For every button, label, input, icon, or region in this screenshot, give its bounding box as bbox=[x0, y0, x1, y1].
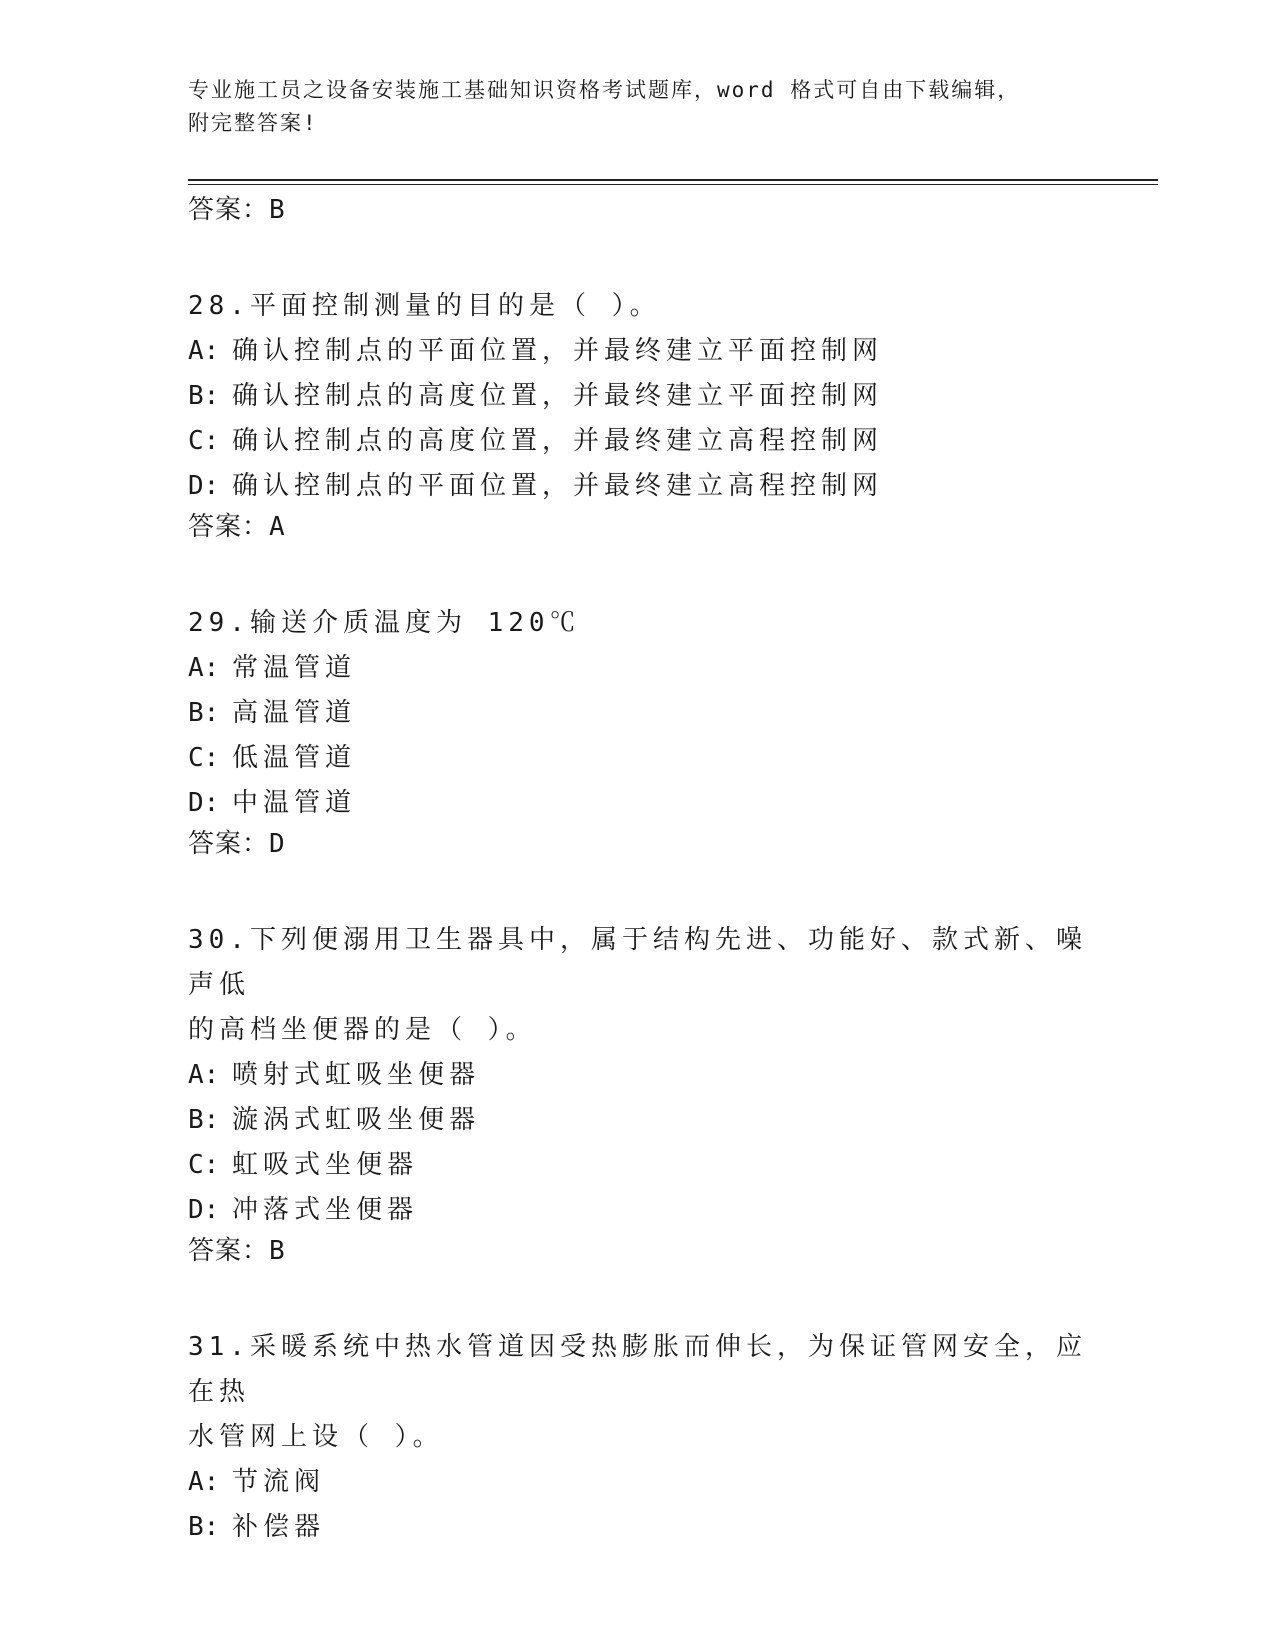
option-key: C: bbox=[188, 426, 220, 456]
question-stem-line: 水管网上设（ ）。 bbox=[188, 1422, 444, 1452]
option-text: 节流阀 bbox=[232, 1467, 326, 1497]
option-d bbox=[188, 1188, 1088, 1233]
document-header bbox=[188, 74, 1068, 140]
option-b bbox=[188, 691, 1088, 736]
question-stem-line: 的高档坐便器的是（ ）。 bbox=[188, 1015, 537, 1045]
option-text: 冲落式坐便器 bbox=[232, 1195, 419, 1225]
option-a bbox=[188, 1053, 1088, 1098]
option-key: C: bbox=[188, 1150, 220, 1180]
option-b bbox=[188, 374, 1088, 419]
question-stem bbox=[188, 601, 1088, 646]
option-key: B: bbox=[188, 1105, 220, 1135]
question-stem bbox=[188, 918, 1088, 1053]
option-d bbox=[188, 781, 1088, 826]
option-key: D: bbox=[188, 788, 220, 818]
option-key: A: bbox=[188, 1060, 220, 1090]
option-text: 补偿器 bbox=[232, 1512, 326, 1542]
option-text: 确认控制点的平面位置，并最终建立高程控制网 bbox=[232, 471, 884, 501]
option-key: A: bbox=[188, 653, 220, 683]
option-key: A: bbox=[188, 1467, 220, 1497]
answer-line: 答案：D bbox=[188, 829, 286, 859]
answer-line: 答案：B bbox=[188, 195, 286, 225]
option-a bbox=[188, 646, 1088, 691]
option-c bbox=[188, 736, 1088, 781]
option-text: 虹吸式坐便器 bbox=[232, 1150, 419, 1180]
header-line-2: 附完整答案! bbox=[188, 111, 318, 135]
option-text: 确认控制点的高度位置，并最终建立高程控制网 bbox=[232, 426, 884, 456]
option-key: B: bbox=[188, 698, 220, 728]
option-c bbox=[188, 419, 1088, 464]
answer-line: 答案：A bbox=[188, 512, 286, 542]
question-list bbox=[188, 192, 1088, 1550]
option-c bbox=[188, 1143, 1088, 1188]
option-text: 漩涡式虹吸坐便器 bbox=[232, 1105, 481, 1135]
option-text: 确认控制点的平面位置，并最终建立平面控制网 bbox=[232, 336, 884, 366]
answer-line: 答案：B bbox=[188, 1236, 286, 1266]
option-key: B: bbox=[188, 1512, 220, 1542]
question-stem-line: 29.输送介质温度为 120℃ bbox=[188, 608, 581, 638]
option-a bbox=[188, 1460, 1088, 1505]
option-b bbox=[188, 1505, 1088, 1550]
question-stem-line: 28.平面控制测量的目的是（ ）。 bbox=[188, 291, 661, 321]
option-text: 喷射式虹吸坐便器 bbox=[232, 1060, 481, 1090]
option-a bbox=[188, 329, 1088, 374]
header-line-1: 专业施工员之设备安装施工基础知识资格考试题库，word 格式可自由下载编辑， bbox=[188, 78, 1021, 102]
option-key: D: bbox=[188, 471, 220, 501]
option-key: D: bbox=[188, 1195, 220, 1225]
option-text: 高温管道 bbox=[232, 698, 357, 728]
option-text: 中温管道 bbox=[232, 788, 357, 818]
option-text: 低温管道 bbox=[232, 743, 357, 773]
header-divider bbox=[188, 179, 1158, 181]
option-text: 确认控制点的高度位置，并最终建立平面控制网 bbox=[232, 381, 884, 411]
option-d bbox=[188, 464, 1088, 509]
question-stem-line: 30.下列便溺用卫生器具中，属于结构先进、功能好、款式新、噪声低 bbox=[188, 925, 1087, 1000]
question-stem bbox=[188, 284, 1088, 329]
header-divider-thin bbox=[188, 184, 1158, 185]
option-key: B: bbox=[188, 381, 220, 411]
question-stem bbox=[188, 1325, 1088, 1460]
option-key: A: bbox=[188, 336, 220, 366]
option-key: C: bbox=[188, 743, 220, 773]
option-b bbox=[188, 1098, 1088, 1143]
option-text: 常温管道 bbox=[232, 653, 357, 683]
question-stem-line: 31.采暖系统中热水管道因受热膨胀而伸长，为保证管网安全，应在热 bbox=[188, 1332, 1087, 1407]
